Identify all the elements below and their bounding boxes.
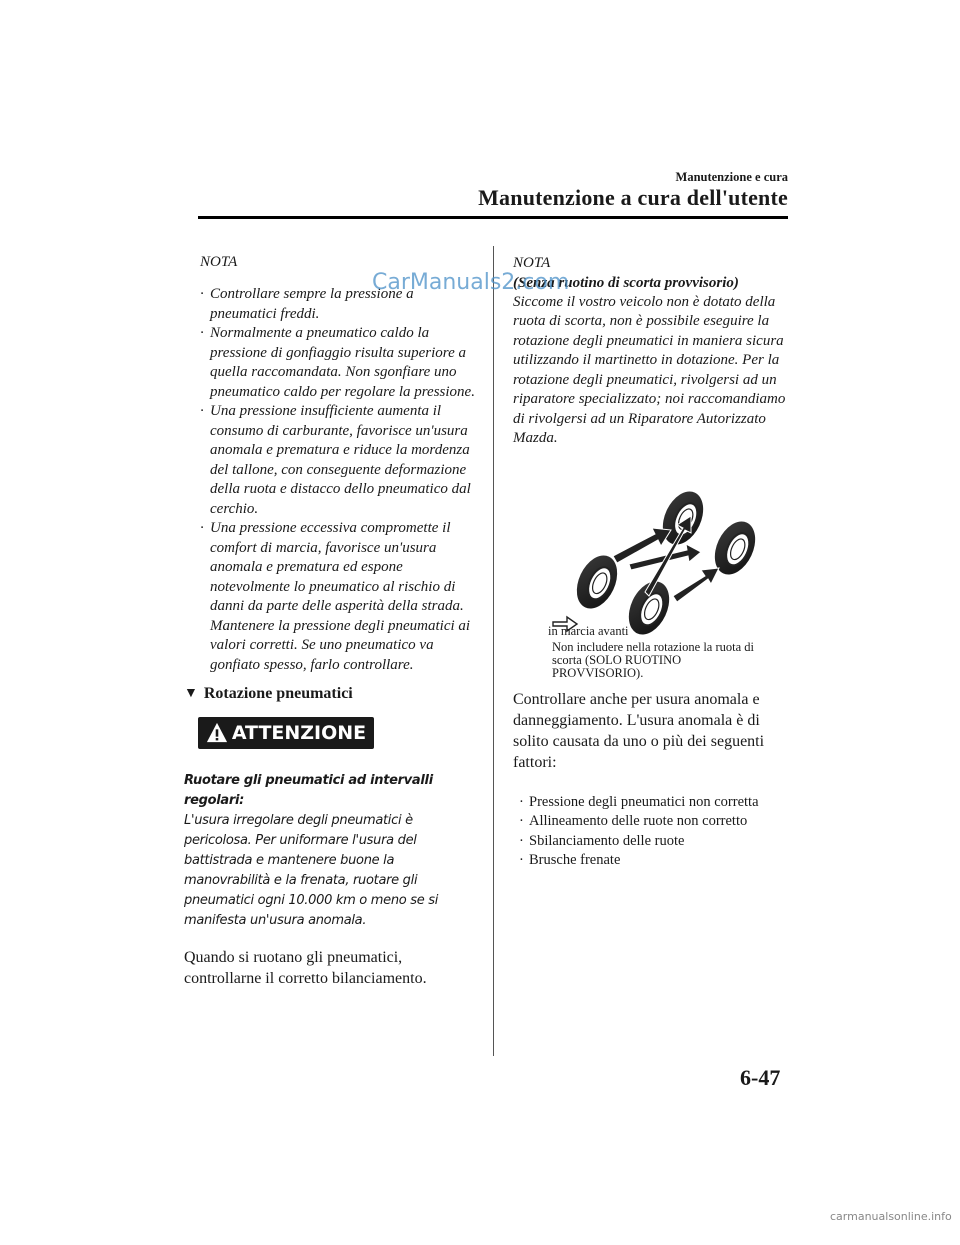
nota-item: · Una pressione insufficiente aumenta il consumo di carburante, favorisce un'usura anomala e prematura e riduce la mordenza del tallone, con conseguente deformazione della ruota e distacco dello pneumatico dal cerchio. bbox=[200, 403, 471, 517]
nota-extra: Mantenere la pressione degli pneumatici ai valori corretti. Se uno pneumatico va gonfiato spesso, farlo controllare. bbox=[210, 617, 471, 673]
causes-list bbox=[519, 793, 759, 870]
right-nota-label: NOTA bbox=[513, 255, 551, 271]
right-nota-body: Siccome il vostro veicolo non è dotato della ruota di scorta, non è possibile eseguire la rotazione degli pneumatici in maniera sicura utilizzando il martinetto in dotazione. Per la rotazione degli pneumatici, rivolgersi ad un riparatore specializzato; noi raccomandiamo di rivolgersi ad un Riparatore Autorizzato Mazda. bbox=[513, 293, 786, 446]
warning-box bbox=[198, 717, 374, 749]
right-body-text: Controllare anche per usura anomala e danneggiamento. L'usura anomala è di solito causata da uno o più dei seguenti fattori: bbox=[513, 691, 765, 771]
caption-note: Non includere nella rotazione la ruota di scorta (SOLO RUOTINO PROVVISORIO). bbox=[552, 640, 755, 680]
page-number: 6-47 bbox=[740, 1065, 781, 1090]
site-footer: carmanualsonline.info bbox=[830, 1210, 952, 1223]
watermark: CarManuals2.com bbox=[372, 270, 570, 295]
nota-item: · Una pressione eccessiva compromette il comfort di marcia, favorisce un'usura anomala e prematura ed espone notevolmente lo pneumatico al rischio di danni da parte delle asperità della strada. bbox=[200, 520, 464, 614]
warning-triangle-icon bbox=[206, 722, 228, 744]
left-column bbox=[184, 254, 480, 989]
header-section: Manutenzione e cura bbox=[675, 170, 788, 184]
nota-label: NOTA bbox=[200, 254, 238, 270]
page-title: Manutenzione a cura dell'utente bbox=[478, 185, 788, 210]
list-item: · Brusche frenate bbox=[519, 851, 621, 868]
triangle-down-icon: ▼ bbox=[184, 686, 198, 701]
nota-item: · Normalmente a pneumatico caldo la pressione di gonfiaggio risulta superiore a quella raccomandata. Non sgonfiare uno pneumatico caldo per regolare la pressione. bbox=[200, 325, 475, 400]
nota-list bbox=[184, 285, 480, 617]
list-item: · Sbilanciamento delle ruote bbox=[519, 832, 685, 849]
section-title: Rotazione pneumatici bbox=[203, 685, 353, 702]
header-rule bbox=[198, 216, 788, 219]
list-item: · Allineamento delle ruote non corretto bbox=[519, 813, 748, 830]
list-item: · Pressione degli pneumatici non corretta bbox=[519, 794, 759, 810]
warning-text bbox=[184, 771, 480, 931]
warning-body: L'usura irregolare degli pneumatici è pericolosa. Per uniformare l'usura del battistrada e mantenere buone la manovrabilità e la frenata, ruotare gli pneumatici ogni 10.000 km o meno se si manifesta un'usura anomala. bbox=[184, 813, 439, 928]
left-body-text: Quando si ruotano gli pneumatici, controllarne il corretto bilanciamento. bbox=[184, 949, 427, 987]
right-nota-title: (Senza ruotino di scorta provvisorio) bbox=[513, 274, 739, 291]
warning-label: ATTENZIONE bbox=[231, 722, 367, 744]
nota-item: · Controllare sempre la pressione a pneumatici freddi. bbox=[200, 286, 414, 322]
caption-forward: in marcia avanti bbox=[548, 624, 629, 638]
column-divider bbox=[493, 246, 494, 1056]
section-heading bbox=[184, 685, 480, 703]
warning-bold: Ruotare gli pneumatici ad intervalli regolari: bbox=[184, 773, 433, 808]
